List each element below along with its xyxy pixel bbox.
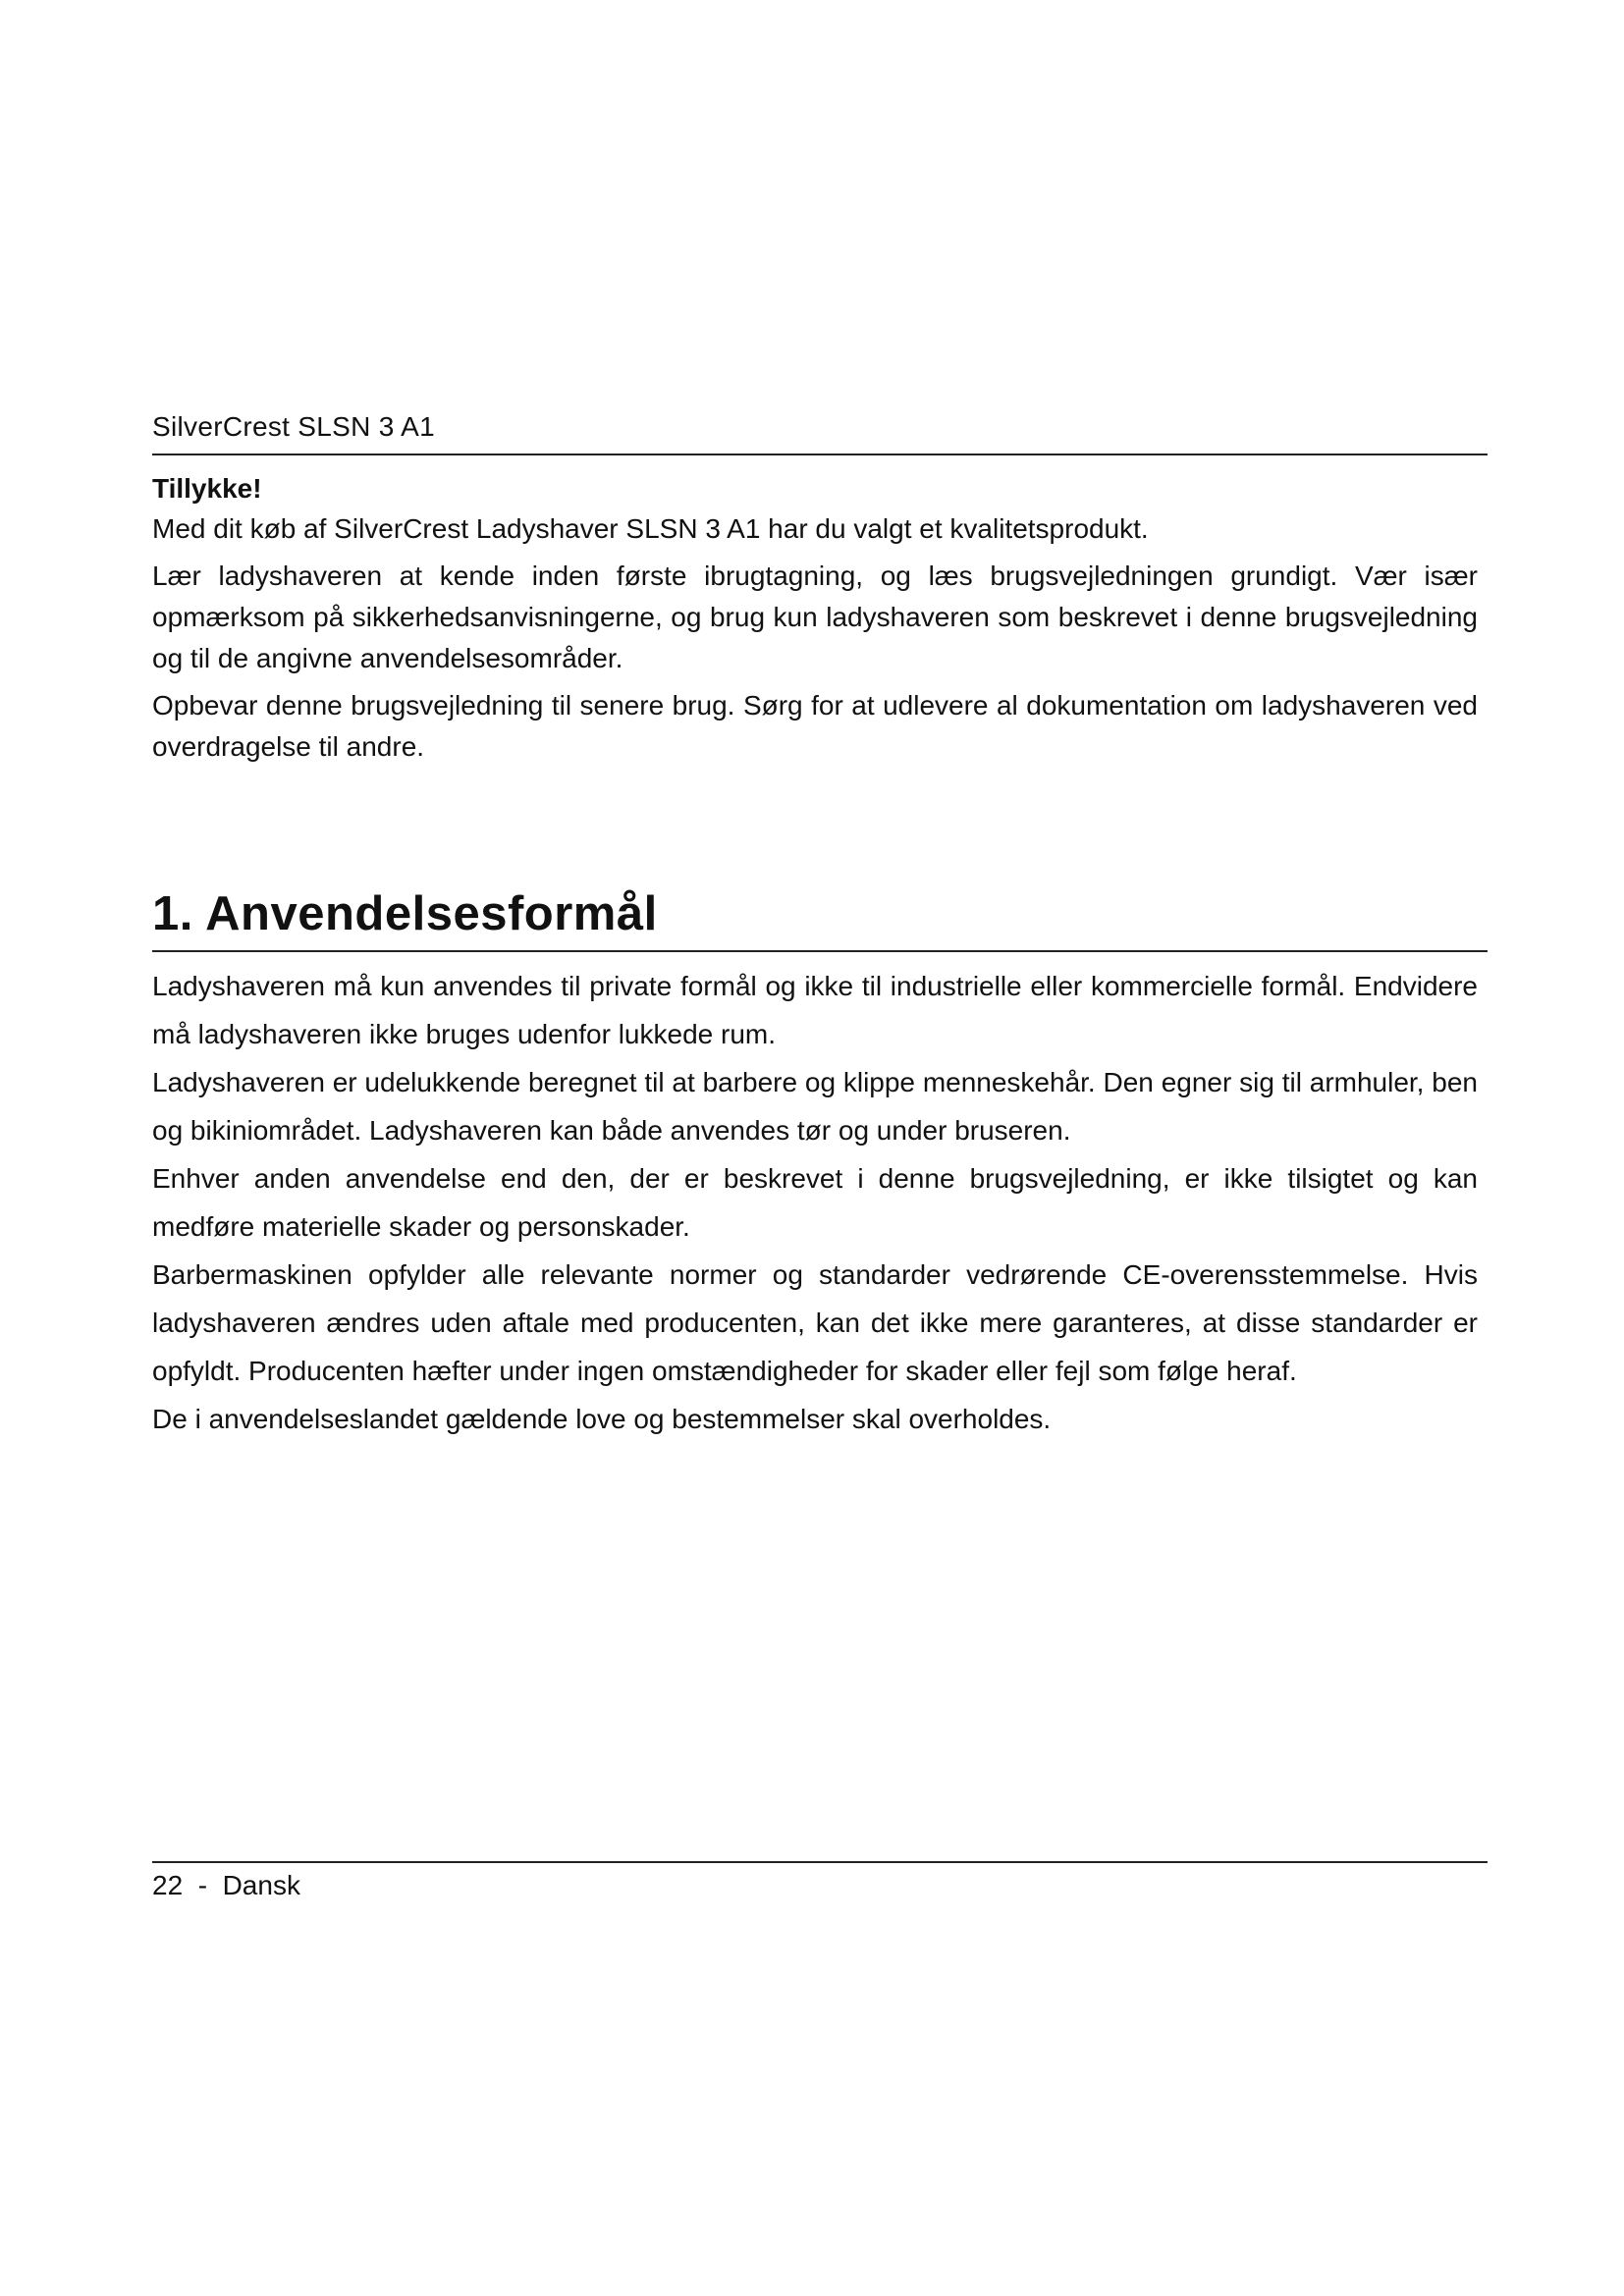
intro-section	[152, 469, 1478, 774]
running-header: SilverCrest SLSN 3 A1	[152, 411, 435, 442]
section-divider	[152, 950, 1488, 952]
footer-divider	[152, 1861, 1488, 1863]
intro-title: Tillykke!	[152, 473, 262, 504]
body-paragraph: Ladyshaveren er udelukkende beregnet til at barbere og klippe menneskehår. Den egner sig til armhuler, ben og bikiniområdet. Ladyshaveren kan både anvendes tør og under bruseren.	[152, 1067, 1478, 1146]
page-footer: 22 - Dansk	[152, 1870, 300, 1900]
section-body	[152, 962, 1478, 1443]
manual-page	[152, 0, 1488, 2296]
body-paragraph: De i anvendelseslandet gældende love og bestemmelser skal overholdes.	[152, 1404, 1052, 1434]
body-paragraph: Ladyshaveren må kun anvendes til private formål og ikke til industrielle eller kommercielle formål. Endvidere må ladyshaveren ikke bruges udenfor lukkede rum.	[152, 971, 1478, 1049]
intro-paragraph: Med dit køb af SilverCrest Ladyshaver SLSN 3 A1 har du valgt et kvalitetsprodukt.	[152, 513, 1149, 544]
intro-paragraph: Lær ladyshaveren at kende inden første ibrugtagning, og læs brugsvejledningen grundigt. Vær især opmærksom på sikkerhedsanvisningerne, og brug kun ladyshaveren som beskrevet i denne brugsvejledning og til de angivne anvendelsesområder.	[152, 561, 1478, 673]
header-divider	[152, 454, 1488, 455]
section-title: 1. Anvendelsesformål	[152, 887, 658, 940]
body-paragraph: Enhver anden anvendelse end den, der er beskrevet i denne brugsvejledning, er ikke tilsigtet og kan medføre materielle skader og personskader.	[152, 1163, 1478, 1242]
body-paragraph: Barbermaskinen opfylder alle relevante normer og standarder vedrørende CE-overensstemmelse. Hvis ladyshaveren ændres uden aftale med producenten, kan det ikke mere garanteres, at disse standarder er opfyldt. Producenten hæfter under ingen omstændigheder for skader eller fejl som følge heraf.	[152, 1259, 1478, 1386]
intro-paragraph: Opbevar denne brugsvejledning til senere brug. Sørg for at udlevere al dokumentation om ladyshaveren ved overdragelse til andre.	[152, 690, 1478, 762]
